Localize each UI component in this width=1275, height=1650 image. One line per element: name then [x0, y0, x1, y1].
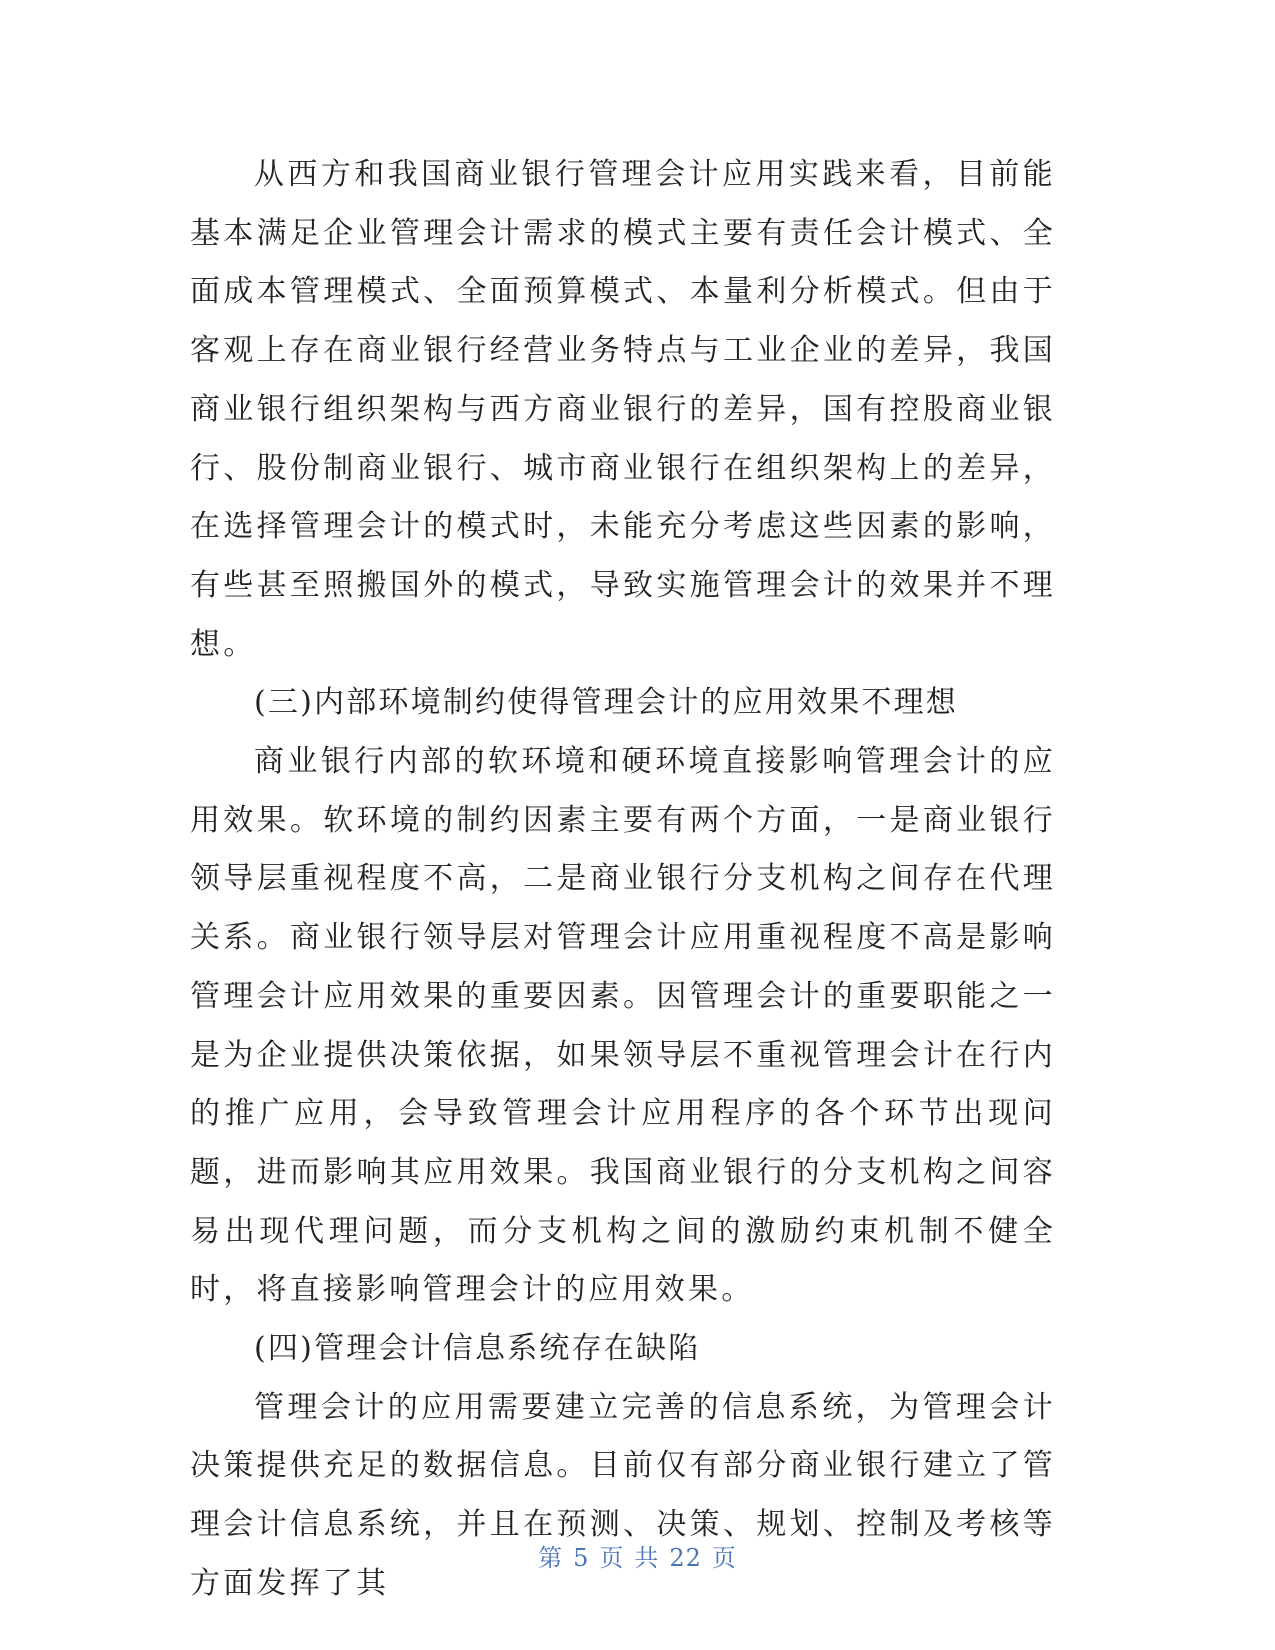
- paragraph-2: 商业银行内部的软环境和硬环境直接影响管理会计的应用效果。软环境的制约因素主要有两个方面，一是商业银行领导层重视程度不高，二是商业银行分支机构之间存在代理关系。商业银行领导层对管理会计应用重视程度不高是影响管理会计应用效果的重要因素。因管理会计的重要职能之一是为企业提供决策依据，如果领导层不重视管理会计在行内的推广应用，会导致管理会计应用程序的各个环节出现问题，进而影响其应用效果。我国商业银行的分支机构之间容易出现代理问题，而分支机构之间的激励约束机制不健全时，将直接影响管理会计的应用效果。: [190, 744, 1056, 1308]
- footer-current-page: 5: [573, 1544, 590, 1572]
- document-body: [190, 146, 1056, 1614]
- footer-suffix: 页: [711, 1544, 737, 1572]
- paragraph-1: 从西方和我国商业银行管理会计应用实践来看，目前能基本满足企业管理会计需求的模式主要有责任会计模式、全面成本管理模式、全面预算模式、本量利分析模式。但由于客观上存在商业银行经营业务特点与工业企业的差异，我国商业银行组织架构与西方商业银行的差异，国有控股商业银行、股份制商业银行、城市商业银行在组织架构上的差异，在选择管理会计的模式时，未能充分考虑这些因素的影响，有些甚至照搬国外的模式，导致实施管理会计的效果并不理想。: [190, 157, 1056, 662]
- footer-total-prefix: 共: [634, 1544, 660, 1572]
- footer-total-pages: 22: [669, 1544, 702, 1572]
- footer-prefix: 第: [538, 1544, 564, 1572]
- footer-page-word: 页: [599, 1544, 625, 1572]
- paragraph-3: 管理会计的应用需要建立完善的信息系统，为管理会计决策提供充足的数据信息。目前仅有部分商业银行建立了管理会计信息系统，并且在预测、决策、规划、控制及考核等方面发挥了其: [190, 1389, 1056, 1601]
- section-heading-3: (三)内部环境制约使得管理会计的应用效果不理想: [254, 685, 959, 721]
- section-heading-4: (四)管理会计信息系统存在缺陷: [254, 1331, 701, 1367]
- page-number-footer: [0, 1538, 1275, 1573]
